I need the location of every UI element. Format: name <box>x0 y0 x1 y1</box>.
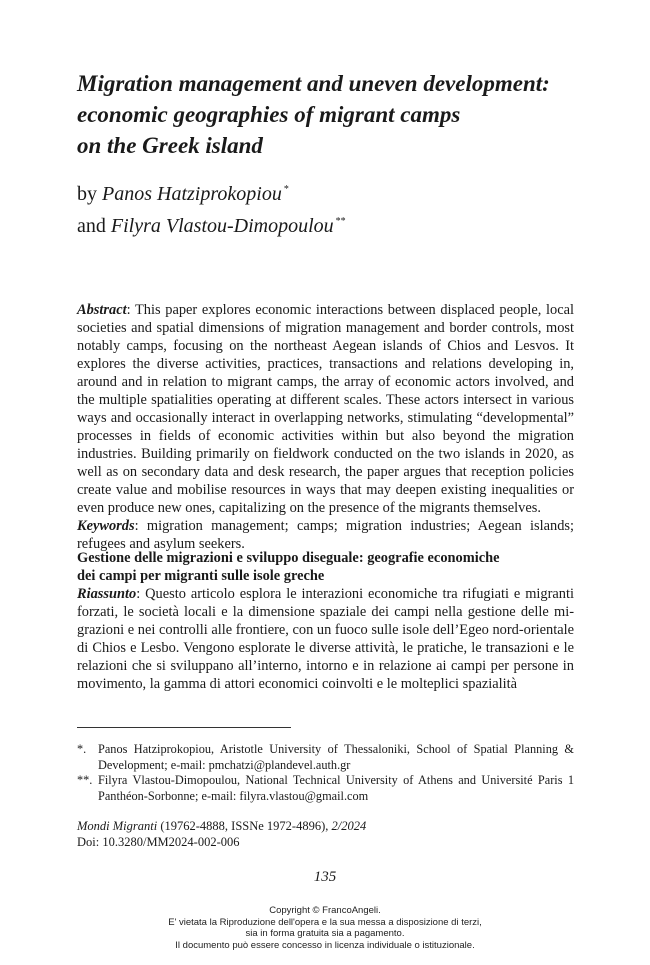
footnote-marker: ** <box>335 216 346 227</box>
author-line-2 <box>77 208 597 240</box>
abstract-text: : This paper explores economic interactions between displaced people, local societies and spatial dimensions of migration management and border controls, most notably camps, focusing on the northeast Aegean islands of Chios and Lesvos. It explores the diverse activities, practices, transactions and relations developing in, around and in relation to migrant camps, the array of economic actors involved, and the multiple spatialities operating at different scales. These actors intersect in various ways and occasionally interact in overlapping networks, stimulating “developmental” processes in fields of economic activities within but also beyond the migration industries. Building primarily on fieldwork conducted on the two islands in 2020, as well as on secondary data and desk research, the paper argues that reception policies create value and mobilise resources in ways that may deepen existing inequalities or even produce new ones, capitalizing on the presence of the migrants themselves. <box>77 302 574 516</box>
keywords-label: Keywords <box>77 518 135 534</box>
doi-text: Doi: 10.3280/MM2024-002-006 <box>77 835 240 849</box>
keywords-paragraph <box>77 517 574 553</box>
abstract-label: Abstract <box>77 302 127 318</box>
copyright-line: E' vietata la Riproduzione dell'opera e la sua messa a disposizione di terzi, <box>168 916 482 928</box>
author-line-1 <box>77 176 597 208</box>
footnote <box>77 742 574 773</box>
copyright-line: sia in forma gratuita sia a pagamento. <box>245 928 405 940</box>
italian-title <box>77 550 574 585</box>
italian-title-line: dei campi per migranti sulle isole greche <box>77 567 325 584</box>
footnote-divider <box>77 727 291 728</box>
issn-text: (19762-4888, ISSNe 1972-4896), <box>157 819 332 833</box>
copyright-notice <box>0 905 650 951</box>
journal-name: Mondi Migranti <box>77 819 158 833</box>
and-label: and <box>77 215 106 237</box>
article-title <box>77 68 597 161</box>
abstract-section <box>77 301 574 553</box>
title-line: Migration management and uneven development: <box>77 71 550 96</box>
copyright-line: Copyright © FrancoAngeli. <box>269 905 381 916</box>
authors-block <box>77 176 597 240</box>
author-name: Panos Hatziprokopiou <box>102 183 282 205</box>
footnote-marker: * <box>283 184 289 195</box>
footnote-text: Panos Hatziprokopiou, Aristotle University of Thessaloniki, School of Spatial Planning & Development; e-mail: pmchatzi@plandevel.auth.gr <box>98 742 574 772</box>
footnote-mark: *. <box>77 742 87 756</box>
author-name: Filyra Vlastou-Dimopoulou <box>110 215 334 237</box>
riassunto-text: : Questo articolo esplora le interazioni economiche tra rifugiati e migranti forzati, le società locali e la dimensione spaziale dei campi nella gestione delle migrazioni e nei controlli alle frontiere, con un fuoco sulle isole dell’Egeo nord-orientale di Chios e Lesbo. Vengono esplorate le diverse attività, le pratiche, le transazioni e le relazioni che si sviluppano all’interno, intorno e in relazione ai campi per persone in movimento, la gamma di attori economici coinvolti e le molteplici spazialità <box>77 586 574 692</box>
footnotes <box>77 742 574 804</box>
italian-abstract-section <box>77 550 574 693</box>
issue-text: 2/2024 <box>331 819 367 833</box>
footnote-text: Filyra Vlastou-Dimopoulou, National Technical University of Athens and Université Paris 1 Panthéon-Sorbonne; e-mail: filyra.vlastou@gmail.com <box>98 773 574 803</box>
citation-line <box>77 818 574 834</box>
title-line: on the Greek island <box>77 133 263 158</box>
riassunto-paragraph <box>77 585 574 693</box>
copyright-line: Il documento può essere concesso in licenza individuale o istituzionale. <box>175 939 475 951</box>
footnote-mark: **. <box>77 773 93 787</box>
riassunto-label: Riassunto <box>77 586 137 602</box>
title-line: economic geographies of migrant camps <box>77 102 461 127</box>
italian-title-line: Gestione delle migrazioni e sviluppo diseguale: geografie economiche <box>77 550 500 566</box>
footnote <box>77 773 574 804</box>
journal-citation <box>77 818 574 850</box>
page-number: 135 <box>313 869 337 885</box>
abstract-paragraph <box>77 301 574 517</box>
keywords-text: : migration management; camps; migration industries; Aegean islands; refugees and asylum seekers. <box>77 518 574 552</box>
by-label: by <box>77 183 97 205</box>
